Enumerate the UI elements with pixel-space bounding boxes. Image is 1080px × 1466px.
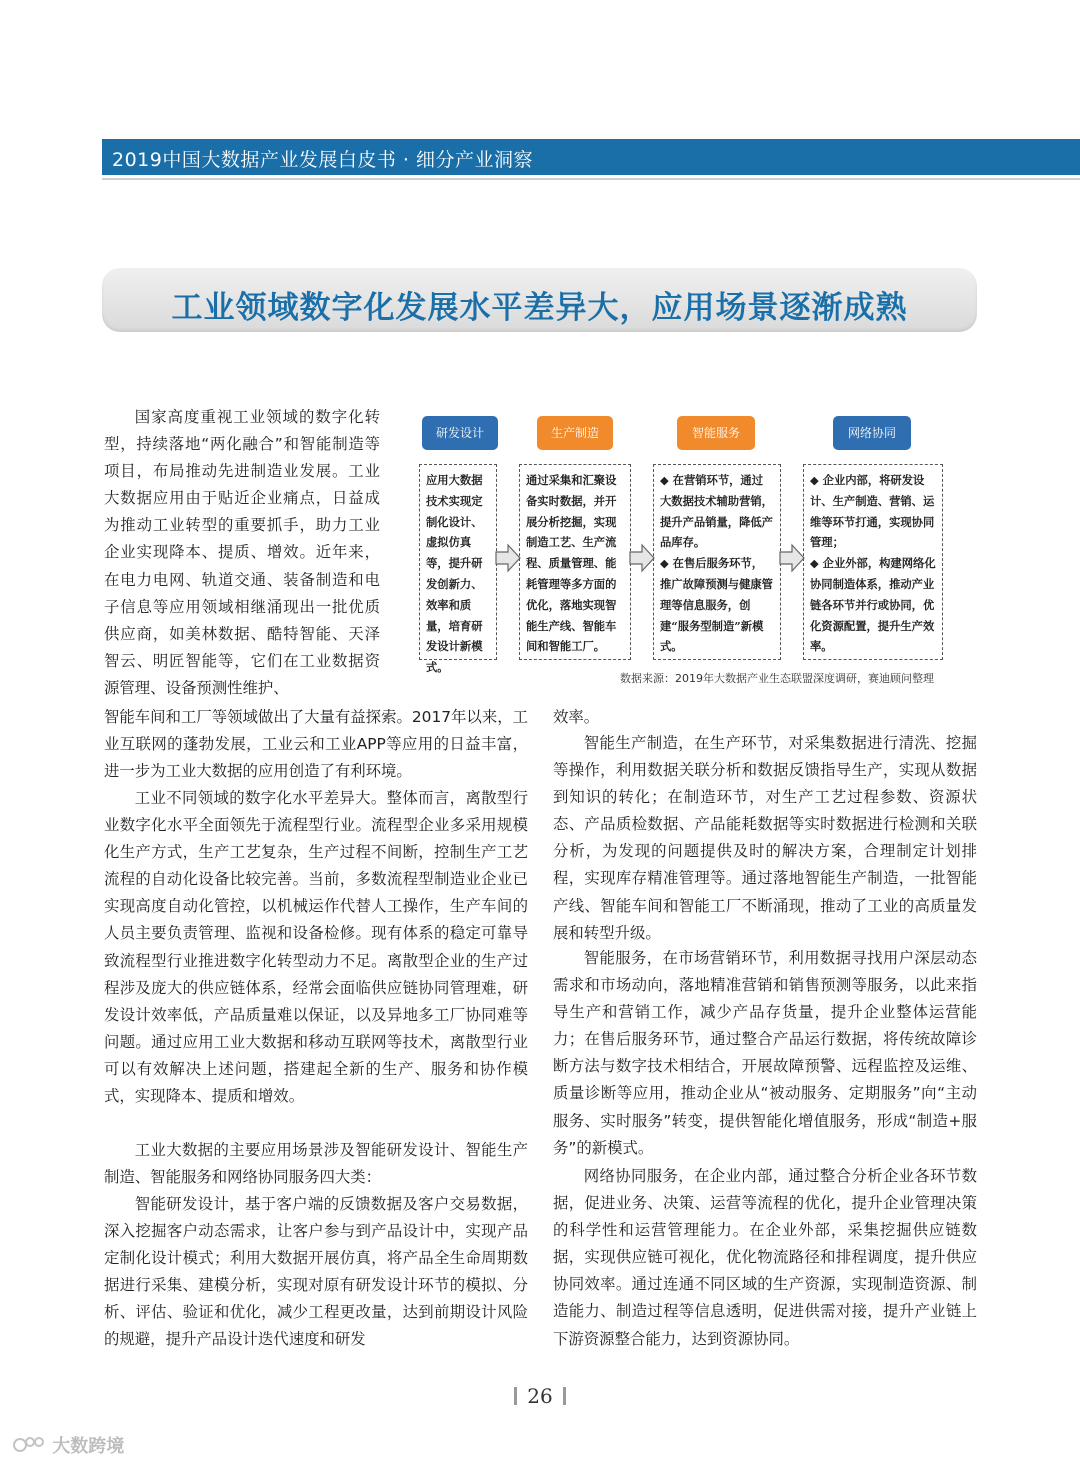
diagram-box-network-text-a: 企业内部，将研发设计、生产制造、营销、运维等环节打通，实现协同管理； xyxy=(810,473,935,550)
diamond-bullet-icon: ◆ xyxy=(810,556,819,571)
diagram-box-network xyxy=(803,464,943,660)
data-source-note: 数据来源：2019年大数据产业生态联盟深度调研，赛迪顾问整理 xyxy=(620,672,934,685)
left-paragraph-1: 国家高度重视工业领域的数字化转型，持续落地“两化融合”和智能制造等项目，布局推动先进制造业发展。工业大数据应用由于贴近企业痛点，日益成为推动工业转型的重要抓手，助力工业企业实现降本、提质、增效。近年来，在电力电网、轨道交通、装备制造和电子信息等应用领域相继涌现出一批优质供应商，如美林数据、酷特智能、天泽智云、明匠智能等，它们在工业数据资源管理、设备预测性维护、 xyxy=(104,408,380,697)
application-scenario-diagram xyxy=(415,412,975,675)
category-production: 生产制造 xyxy=(537,416,613,450)
diamond-bullet-icon: ◆ xyxy=(660,473,669,487)
arrow-right-icon xyxy=(629,543,655,573)
diagram-box-network-text-b: 企业外部，构建网络化协同制造体系，推动产业链各环节并行或协同，优化资源配置，提升生产效率。 xyxy=(810,556,936,654)
left-paragraph-1-continued: 智能车间和工厂等领域做出了大量有益探索。2017年以来，工业互联网的蓬勃发展，工业云和工业APP等应用的日益丰富，进一步为工业大数据的应用创造了有利环境。 xyxy=(104,708,528,781)
watermark-logo-icon xyxy=(12,1436,46,1454)
diagram-box-service-text-a: 在营销环节，通过大数据技术辅助营销，提升产品销量，降低产品库存。 xyxy=(660,473,773,550)
diagram-box-production xyxy=(519,464,631,660)
category-rd-design: 研发设计 xyxy=(422,416,498,450)
category-network-collab: 网络协同 xyxy=(833,416,911,450)
header-divider xyxy=(102,178,1080,180)
watermark-text: 大数跨境 xyxy=(52,1436,125,1457)
arrow-right-icon xyxy=(779,543,805,573)
page-number-value: 26 xyxy=(527,1384,553,1408)
page-number-bar-left xyxy=(514,1387,517,1405)
diagram-box-rd xyxy=(419,464,497,675)
left-paragraph-2: 工业不同领域的数字化水平差异大。整体而言，离散型行业数字化水平全面领先于流程型行业。流程型企业多采用规模化生产方式，生产工艺复杂，生产过程不间断，控制生产工艺流程的自动化设备比较完善。当前，多数流程型制造业企业已实现高度自动化管控，以机械运作代替人工操作，生产车间的人员主要负责管理、监视和设备检修。现有体系的稳定可靠导致流程型行业推进数字化转型动力不足。离散型企业的生产过程涉及庞大的供应链体系，经常会面临供应链协同管理难，研发设计效率低，产品质量难以保证，以及异地多工厂协同难等问题。通过应用工业大数据和移动互联网等技术，离散型行业可以有效解决上述问题，搭建起全新的生产、服务和协作模式，实现降本、提质和增效。 xyxy=(104,789,528,1106)
diamond-bullet-icon: ◆ xyxy=(660,556,669,571)
arrow-right-icon xyxy=(495,543,521,573)
section-title-band xyxy=(102,268,977,332)
page-number xyxy=(0,1384,1080,1408)
watermark xyxy=(12,1432,124,1458)
running-header-title: 2019中国大数据产业发展白皮书 · 细分产业洞察 xyxy=(112,149,533,171)
diagram-box-service-text-b: 在售后服务环节，推广故障预测与健康管理等信息服务，创建“服务型制造”新模式。 xyxy=(660,556,773,654)
category-smart-service: 智能服务 xyxy=(677,416,755,450)
right-paragraph-1: 智能生产制造，在生产环节，对采集数据进行清洗、挖掘等操作，利用数据关联分析和数据反馈指导生产，实现从数据到知识的转化；在制造环节，对生产工艺过程参数、资源状态、产品质检数据、产品能耗数据等实时数据进行检测和关联分析，为发现的问题提供及时的解决方案，合理制定计划排程，实现库存精准管理等。通过落地智能生产制造，一批智能产线、智能车间和智能工厂不断涌现，推动了工业的高质量发展和转型升级。 xyxy=(553,734,977,942)
right-paragraph-3: 网络协同服务，在企业内部，通过整合分析企业各环节数据，促进业务、决策、运营等流程的优化，提升企业管理决策的科学性和运营管理能力。在企业外部，采集挖掘供应链数据，实现供应链可视化，优化物流路径和排程调度，提升供应协同效率。通过连通不同区域的生产资源，实现制造资源、制造能力、制造过程等信息透明，促进供需对接，提升产业链上下游资源整合能力，达到资源协同。 xyxy=(553,1167,977,1348)
right-paragraph-0: 效率。 xyxy=(553,708,600,726)
left-paragraph-3: 工业大数据的主要应用场景涉及智能研发设计、智能生产制造、智能服务和网络协同服务四大类： xyxy=(104,1141,528,1187)
diamond-bullet-icon: ◆ xyxy=(810,473,819,487)
page-number-bar-right xyxy=(563,1387,566,1405)
diagram-box-production-text: 通过采集和汇聚设备实时数据，并开展分析挖掘，实现制造工艺、生产流程、质量管理、能耗管理等多方面的优化，落地实现智能生产线、智能车间和智能工厂。 xyxy=(526,473,617,654)
right-paragraph-2: 智能服务，在市场营销环节，利用数据寻找用户深层动态需求和市场动向，落地精准营销和销售预测等服务，以此来指导生产和营销工作，减少产品存货量，提升企业整体运营能力；在售后服务环节，通过整合产品运行数据，将传统故障诊断方法与数字技术相结合，开展故障预警、远程监控及运维、质量诊断等应用，推动企业从“被动服务、定期服务”向“主动服务、实时服务”转变，提供智能化增值服务，形成“制造+服务”的新模式。 xyxy=(553,949,977,1157)
diagram-box-rd-text: 应用大数据技术实现定制化设计、虚拟仿真等，提升研发创新力、效率和质量，培育研发设计新模式。 xyxy=(426,473,483,675)
section-title: 工业领域数字化发展水平差异大，应用场景逐渐成熟 xyxy=(171,290,908,326)
left-paragraph-4: 智能研发设计，基于客户端的反馈数据及客户交易数据，深入挖掘客户动态需求，让客户参与到产品设计中，实现产品定制化设计模式；利用大数据开展仿真，将产品全生命周期数据进行采集、建模分析，实现对原有研发设计环节的模拟、分析、评估、验证和优化，减少工程更改量，达到前期设计风险的规避，提升产品设计迭代速度和研发 xyxy=(104,1195,528,1349)
running-header xyxy=(102,139,1080,175)
diagram-box-service xyxy=(653,464,781,660)
